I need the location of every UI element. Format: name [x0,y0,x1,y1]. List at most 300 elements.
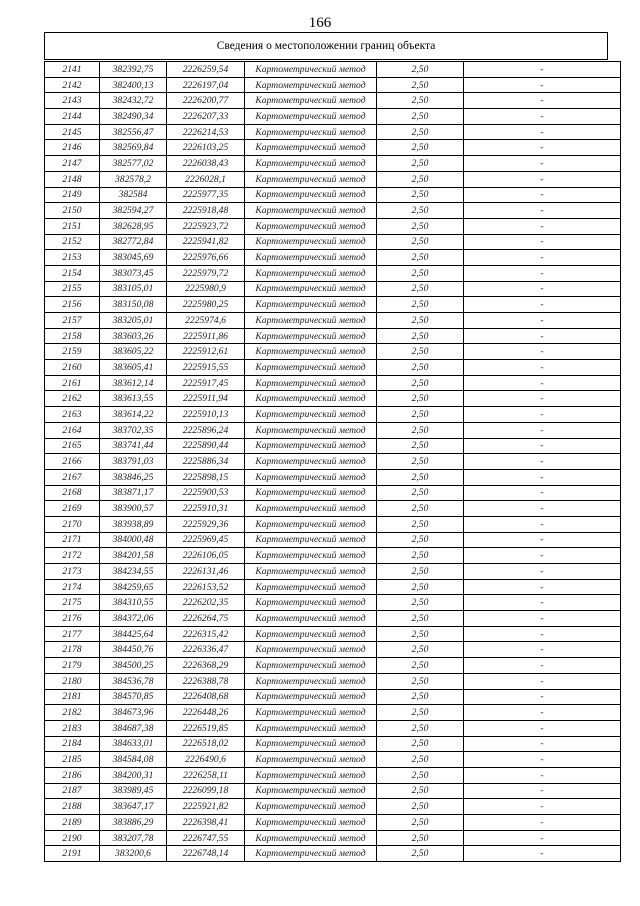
method-cell: Картометрический метод [245,736,377,752]
point-number-cell: 2163 [45,407,100,423]
method-cell: Картометрический метод [245,673,377,689]
table-row [45,407,621,423]
y-coordinate-cell: 2225980,25 [167,297,245,313]
description-cell: - [464,156,621,172]
method-cell: Картометрический метод [245,156,377,172]
x-coordinate-cell: 382594,27 [100,203,167,219]
table-row [45,250,621,266]
x-coordinate-cell: 383605,22 [100,344,167,360]
point-number-cell: 2184 [45,736,100,752]
point-number-cell: 2160 [45,360,100,376]
x-coordinate-cell: 383900,57 [100,501,167,517]
precision-cell: 2,50 [377,313,464,329]
precision-cell: 2,50 [377,611,464,627]
y-coordinate-cell: 2226259,54 [167,62,245,78]
table-row [45,532,621,548]
point-number-cell: 2153 [45,250,100,266]
table-row [45,422,621,438]
precision-cell: 2,50 [377,846,464,862]
method-cell: Картометрический метод [245,532,377,548]
table-row [45,265,621,281]
description-cell: - [464,564,621,580]
description-cell: - [464,171,621,187]
table-row [45,501,621,517]
y-coordinate-cell: 2225980,9 [167,281,245,297]
y-coordinate-cell: 2225923,72 [167,218,245,234]
description-cell: - [464,422,621,438]
x-coordinate-cell: 384234,55 [100,564,167,580]
point-number-cell: 2143 [45,93,100,109]
method-cell: Картометрический метод [245,846,377,862]
precision-cell: 2,50 [377,501,464,517]
description-cell: - [464,140,621,156]
y-coordinate-cell: 2225918,48 [167,203,245,219]
table-row [45,626,621,642]
description-cell: - [464,265,621,281]
method-cell: Картометрический метод [245,234,377,250]
table-row [45,846,621,862]
method-cell: Картометрический метод [245,250,377,266]
x-coordinate-cell: 384259,65 [100,579,167,595]
description-cell: - [464,109,621,125]
table-row [45,548,621,564]
precision-cell: 2,50 [377,187,464,203]
description-cell: - [464,658,621,674]
method-cell: Картометрический метод [245,140,377,156]
y-coordinate-cell: 2225911,86 [167,328,245,344]
method-cell: Картометрический метод [245,830,377,846]
description-cell: - [464,469,621,485]
x-coordinate-cell: 383150,08 [100,297,167,313]
point-number-cell: 2167 [45,469,100,485]
x-coordinate-cell: 383603,26 [100,328,167,344]
description-cell: - [464,328,621,344]
description-cell: - [464,830,621,846]
point-number-cell: 2164 [45,422,100,438]
x-coordinate-cell: 382578,2 [100,171,167,187]
precision-cell: 2,50 [377,815,464,831]
description-cell: - [464,124,621,140]
x-coordinate-cell: 383741,44 [100,438,167,454]
method-cell: Картометрический метод [245,375,377,391]
method-cell: Картометрический метод [245,658,377,674]
x-coordinate-cell: 384201,58 [100,548,167,564]
method-cell: Картометрический метод [245,516,377,532]
x-coordinate-cell: 384687,38 [100,720,167,736]
x-coordinate-cell: 384536,78 [100,673,167,689]
x-coordinate-cell: 382772,84 [100,234,167,250]
y-coordinate-cell: 2226207,33 [167,109,245,125]
description-cell: - [464,203,621,219]
y-coordinate-cell: 2226315,42 [167,626,245,642]
point-number-cell: 2159 [45,344,100,360]
table-row [45,328,621,344]
description-cell: - [464,391,621,407]
coordinates-table [44,61,621,862]
precision-cell: 2,50 [377,564,464,580]
precision-cell: 2,50 [377,626,464,642]
table-row [45,830,621,846]
point-number-cell: 2173 [45,564,100,580]
y-coordinate-cell: 2226131,46 [167,564,245,580]
table-row [45,93,621,109]
x-coordinate-cell: 383205,01 [100,313,167,329]
table-row [45,156,621,172]
point-number-cell: 2147 [45,156,100,172]
x-coordinate-cell: 382628,95 [100,218,167,234]
method-cell: Картометрический метод [245,391,377,407]
description-cell: - [464,62,621,78]
precision-cell: 2,50 [377,391,464,407]
precision-cell: 2,50 [377,344,464,360]
y-coordinate-cell: 2226099,18 [167,783,245,799]
precision-cell: 2,50 [377,234,464,250]
y-coordinate-cell: 2225898,15 [167,469,245,485]
description-cell: - [464,93,621,109]
method-cell: Картометрический метод [245,171,377,187]
description-cell: - [464,281,621,297]
table-row [45,375,621,391]
x-coordinate-cell: 384372,06 [100,611,167,627]
point-number-cell: 2174 [45,579,100,595]
x-coordinate-cell: 383647,17 [100,799,167,815]
description-cell: - [464,642,621,658]
precision-cell: 2,50 [377,532,464,548]
point-number-cell: 2168 [45,485,100,501]
point-number-cell: 2141 [45,62,100,78]
description-cell: - [464,77,621,93]
description-cell: - [464,548,621,564]
description-cell: - [464,579,621,595]
method-cell: Картометрический метод [245,642,377,658]
y-coordinate-cell: 2226490,6 [167,752,245,768]
x-coordinate-cell: 383938,89 [100,516,167,532]
y-coordinate-cell: 2225977,35 [167,187,245,203]
y-coordinate-cell: 2225886,34 [167,454,245,470]
point-number-cell: 2189 [45,815,100,831]
method-cell: Картометрический метод [245,187,377,203]
table-row [45,595,621,611]
y-coordinate-cell: 2226748,14 [167,846,245,862]
precision-cell: 2,50 [377,767,464,783]
precision-cell: 2,50 [377,783,464,799]
table-row [45,109,621,125]
table-row [45,187,621,203]
description-cell: - [464,516,621,532]
y-coordinate-cell: 2226214,53 [167,124,245,140]
description-cell: - [464,752,621,768]
precision-cell: 2,50 [377,203,464,219]
description-cell: - [464,407,621,423]
precision-cell: 2,50 [377,250,464,266]
description-cell: - [464,375,621,391]
precision-cell: 2,50 [377,328,464,344]
precision-cell: 2,50 [377,407,464,423]
x-coordinate-cell: 384425,64 [100,626,167,642]
point-number-cell: 2180 [45,673,100,689]
y-coordinate-cell: 2226106,05 [167,548,245,564]
description-cell: - [464,815,621,831]
description-cell: - [464,595,621,611]
x-coordinate-cell: 382584 [100,187,167,203]
precision-cell: 2,50 [377,77,464,93]
table-row [45,281,621,297]
table-row [45,485,621,501]
method-cell: Картометрический метод [245,485,377,501]
point-number-cell: 2145 [45,124,100,140]
x-coordinate-cell: 384200,31 [100,767,167,783]
table-row [45,658,621,674]
method-cell: Картометрический метод [245,407,377,423]
precision-cell: 2,50 [377,548,464,564]
point-number-cell: 2186 [45,767,100,783]
x-coordinate-cell: 384310,55 [100,595,167,611]
method-cell: Картометрический метод [245,297,377,313]
point-number-cell: 2166 [45,454,100,470]
y-coordinate-cell: 2226258,11 [167,767,245,783]
x-coordinate-cell: 383605,41 [100,360,167,376]
precision-cell: 2,50 [377,281,464,297]
y-coordinate-cell: 2226028,1 [167,171,245,187]
y-coordinate-cell: 2225921,82 [167,799,245,815]
precision-cell: 2,50 [377,469,464,485]
point-number-cell: 2142 [45,77,100,93]
table-row [45,438,621,454]
x-coordinate-cell: 384633,01 [100,736,167,752]
x-coordinate-cell: 383702,35 [100,422,167,438]
description-cell: - [464,611,621,627]
y-coordinate-cell: 2226398,41 [167,815,245,831]
precision-cell: 2,50 [377,736,464,752]
method-cell: Картометрический метод [245,218,377,234]
precision-cell: 2,50 [377,171,464,187]
precision-cell: 2,50 [377,454,464,470]
y-coordinate-cell: 2226197,04 [167,77,245,93]
y-coordinate-cell: 2225929,36 [167,516,245,532]
x-coordinate-cell: 384000,48 [100,532,167,548]
x-coordinate-cell: 383871,17 [100,485,167,501]
table-row [45,391,621,407]
table-row [45,705,621,721]
method-cell: Картометрический метод [245,313,377,329]
table-row [45,767,621,783]
y-coordinate-cell: 2226200,77 [167,93,245,109]
point-number-cell: 2187 [45,783,100,799]
table-row [45,234,621,250]
y-coordinate-cell: 2225911,94 [167,391,245,407]
x-coordinate-cell: 382577,02 [100,156,167,172]
method-cell: Картометрический метод [245,595,377,611]
y-coordinate-cell: 2225896,24 [167,422,245,438]
precision-cell: 2,50 [377,516,464,532]
x-coordinate-cell: 382392,75 [100,62,167,78]
table-row [45,736,621,752]
point-number-cell: 2169 [45,501,100,517]
x-coordinate-cell: 382400,13 [100,77,167,93]
method-cell: Картометрический метод [245,548,377,564]
description-cell: - [464,799,621,815]
method-cell: Картометрический метод [245,454,377,470]
y-coordinate-cell: 2225979,72 [167,265,245,281]
description-cell: - [464,438,621,454]
table-row [45,344,621,360]
point-number-cell: 2156 [45,297,100,313]
table-row [45,218,621,234]
description-cell: - [464,250,621,266]
y-coordinate-cell: 2226388,78 [167,673,245,689]
precision-cell: 2,50 [377,485,464,501]
method-cell: Картометрический метод [245,579,377,595]
table-row [45,313,621,329]
precision-cell: 2,50 [377,642,464,658]
y-coordinate-cell: 2226103,25 [167,140,245,156]
method-cell: Картометрический метод [245,265,377,281]
x-coordinate-cell: 384450,76 [100,642,167,658]
description-cell: - [464,187,621,203]
x-coordinate-cell: 383073,45 [100,265,167,281]
y-coordinate-cell: 2226518,02 [167,736,245,752]
table-row [45,642,621,658]
y-coordinate-cell: 2226153,52 [167,579,245,595]
y-coordinate-cell: 2225910,31 [167,501,245,517]
point-number-cell: 2150 [45,203,100,219]
x-coordinate-cell: 383989,45 [100,783,167,799]
method-cell: Картометрический метод [245,328,377,344]
description-cell: - [464,297,621,313]
x-coordinate-cell: 383886,29 [100,815,167,831]
y-coordinate-cell: 2225941,82 [167,234,245,250]
y-coordinate-cell: 2225974,6 [167,313,245,329]
precision-cell: 2,50 [377,360,464,376]
table-row [45,579,621,595]
description-cell: - [464,783,621,799]
precision-cell: 2,50 [377,579,464,595]
x-coordinate-cell: 383613,55 [100,391,167,407]
table-row [45,611,621,627]
point-number-cell: 2146 [45,140,100,156]
point-number-cell: 2175 [45,595,100,611]
point-number-cell: 2183 [45,720,100,736]
precision-cell: 2,50 [377,720,464,736]
table-row [45,720,621,736]
precision-cell: 2,50 [377,140,464,156]
point-number-cell: 2149 [45,187,100,203]
x-coordinate-cell: 383207,78 [100,830,167,846]
method-cell: Картометрический метод [245,344,377,360]
x-coordinate-cell: 383105,01 [100,281,167,297]
description-cell: - [464,344,621,360]
precision-cell: 2,50 [377,218,464,234]
table-row [45,752,621,768]
method-cell: Картометрический метод [245,799,377,815]
table-row [45,673,621,689]
description-cell: - [464,705,621,721]
precision-cell: 2,50 [377,422,464,438]
table-row [45,516,621,532]
y-coordinate-cell: 2226747,55 [167,830,245,846]
description-cell: - [464,532,621,548]
precision-cell: 2,50 [377,297,464,313]
method-cell: Картометрический метод [245,767,377,783]
y-coordinate-cell: 2225976,66 [167,250,245,266]
method-cell: Картометрический метод [245,109,377,125]
y-coordinate-cell: 2225912,61 [167,344,245,360]
y-coordinate-cell: 2226038,43 [167,156,245,172]
method-cell: Картометрический метод [245,281,377,297]
method-cell: Картометрический метод [245,469,377,485]
method-cell: Картометрический метод [245,705,377,721]
method-cell: Картометрический метод [245,783,377,799]
point-number-cell: 2161 [45,375,100,391]
y-coordinate-cell: 2226336,47 [167,642,245,658]
description-cell: - [464,313,621,329]
table-row [45,469,621,485]
table-row [45,62,621,78]
description-cell: - [464,767,621,783]
method-cell: Картометрический метод [245,438,377,454]
x-coordinate-cell: 383045,69 [100,250,167,266]
point-number-cell: 2181 [45,689,100,705]
description-cell: - [464,626,621,642]
point-number-cell: 2191 [45,846,100,862]
x-coordinate-cell: 382569,84 [100,140,167,156]
method-cell: Картометрический метод [245,626,377,642]
point-number-cell: 2148 [45,171,100,187]
x-coordinate-cell: 383614,22 [100,407,167,423]
method-cell: Картометрический метод [245,62,377,78]
x-coordinate-cell: 384584,08 [100,752,167,768]
point-number-cell: 2155 [45,281,100,297]
precision-cell: 2,50 [377,265,464,281]
x-coordinate-cell: 383846,25 [100,469,167,485]
y-coordinate-cell: 2226448,26 [167,705,245,721]
table-row [45,171,621,187]
section-title: Сведения о местоположении границ объекта [44,32,608,60]
method-cell: Картометрический метод [245,815,377,831]
point-number-cell: 2185 [45,752,100,768]
x-coordinate-cell: 383791,03 [100,454,167,470]
y-coordinate-cell: 2225900,53 [167,485,245,501]
precision-cell: 2,50 [377,689,464,705]
y-coordinate-cell: 2225917,45 [167,375,245,391]
page-number: 166 [308,15,332,31]
point-number-cell: 2162 [45,391,100,407]
table-row [45,689,621,705]
precision-cell: 2,50 [377,830,464,846]
point-number-cell: 2171 [45,532,100,548]
precision-cell: 2,50 [377,375,464,391]
precision-cell: 2,50 [377,752,464,768]
table-row [45,815,621,831]
point-number-cell: 2172 [45,548,100,564]
point-number-cell: 2190 [45,830,100,846]
table-row [45,454,621,470]
x-coordinate-cell: 384570,85 [100,689,167,705]
x-coordinate-cell: 382556,47 [100,124,167,140]
table-row [45,564,621,580]
description-cell: - [464,720,621,736]
point-number-cell: 2179 [45,658,100,674]
y-coordinate-cell: 2225915,55 [167,360,245,376]
method-cell: Картометрический метод [245,501,377,517]
x-coordinate-cell: 383200,6 [100,846,167,862]
precision-cell: 2,50 [377,673,464,689]
method-cell: Картометрический метод [245,611,377,627]
method-cell: Картометрический метод [245,720,377,736]
x-coordinate-cell: 384500,25 [100,658,167,674]
point-number-cell: 2170 [45,516,100,532]
precision-cell: 2,50 [377,124,464,140]
